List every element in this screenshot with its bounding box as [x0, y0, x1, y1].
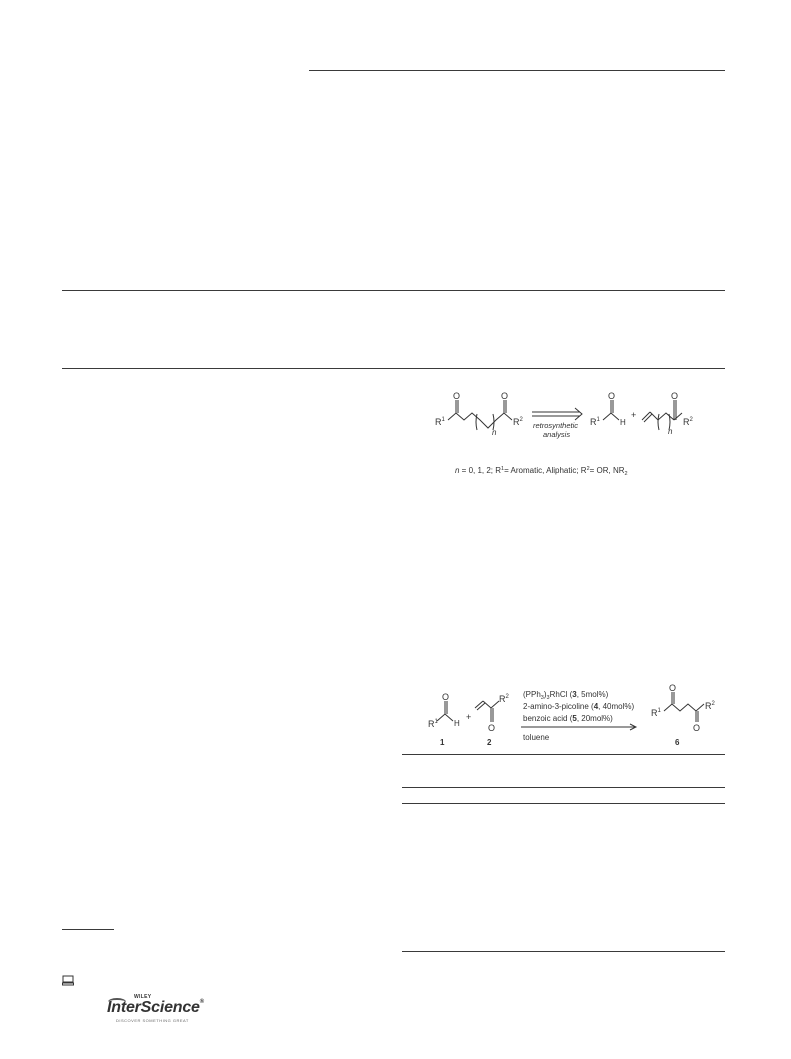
abstract-top-rule [62, 290, 725, 291]
hydroacylation-scheme [403, 680, 725, 752]
retrosynthetic-arrow [532, 408, 582, 439]
svg-text:O: O [669, 683, 677, 693]
svg-text:O: O [501, 391, 509, 401]
wiley-interscience-logo [104, 994, 224, 1028]
keto-ester-structure [435, 391, 524, 437]
svg-text:6: 6 [675, 738, 680, 747]
computer-icon [62, 975, 74, 986]
table-header-top-rule [402, 787, 725, 788]
table-bottom-rule [402, 951, 725, 952]
table-top-rule [402, 754, 725, 755]
svg-text:O: O [442, 692, 450, 702]
svg-text:O: O [453, 391, 461, 401]
header-rule [309, 70, 725, 71]
svg-text:n: n [668, 427, 673, 436]
svg-text:O: O [693, 723, 701, 733]
logo-name: InterScience® [107, 999, 204, 1016]
logo-tagline: DISCOVER SOMETHING GREAT [116, 1018, 189, 1023]
svg-text:n: n [492, 428, 497, 437]
product-6-structure [651, 683, 716, 747]
svg-text:R2: $R^2$ [499, 694, 509, 704]
svg-text:R1: $R^1$ [428, 719, 438, 729]
svg-text:O: O [608, 391, 616, 401]
svg-text:R1: $R^1$ [435, 417, 445, 427]
svg-text:R1: $R^1$ [651, 708, 661, 718]
aldehyde-1-structure [428, 692, 460, 747]
svg-text:H: H [454, 719, 460, 728]
svg-text:R1: $R^1$ [590, 417, 600, 427]
aldehyde-structure [590, 391, 626, 427]
svg-text:benzoic acid (5, 20mol%): benzoic acid (5, 20mol%) [523, 714, 613, 723]
svg-text:toluene: toluene [523, 733, 550, 742]
plus-sign: + [466, 712, 472, 722]
logo-publisher: WILEY [134, 994, 152, 1000]
svg-text:2: 2 [487, 738, 492, 747]
reaction-conditions [521, 690, 636, 742]
acrylate-2-structure [475, 694, 510, 747]
svg-text:1: 1 [440, 738, 445, 747]
svg-text:H: H [620, 418, 626, 427]
svg-text:(PPh3)3RhCl (3, 5mol%): $(PPh_3)_3RhCl$ (3, 5mol%) [523, 690, 609, 701]
abstract-bottom-rule [62, 368, 725, 369]
svg-text:O: O [671, 391, 679, 401]
svg-text:R2: $R^2$ [513, 417, 523, 427]
svg-text:O: O [488, 723, 496, 733]
table-header-bottom-rule [402, 803, 725, 804]
svg-text:R2: $R^2$ [683, 417, 693, 427]
plus-sign: + [631, 410, 637, 420]
svg-text:2-amino-3-picoline (4, 40mol%: 2-amino-3-picoline (4, 40mol%) [523, 702, 635, 711]
alkene-structure [642, 391, 694, 436]
svg-text:R2: $R^2$ [705, 701, 715, 711]
scheme1-caption: n = 0, 1, 2; $R^1=$ Aromatic, Aliphatic; $R^2=$ OR, $NR_2$ [455, 466, 628, 477]
svg-text:retrosynthetic: retrosynthetic [533, 421, 579, 430]
footnote-rule [62, 929, 114, 930]
svg-text:analysis: analysis [543, 430, 571, 439]
retrosynthetic-scheme [430, 390, 720, 480]
